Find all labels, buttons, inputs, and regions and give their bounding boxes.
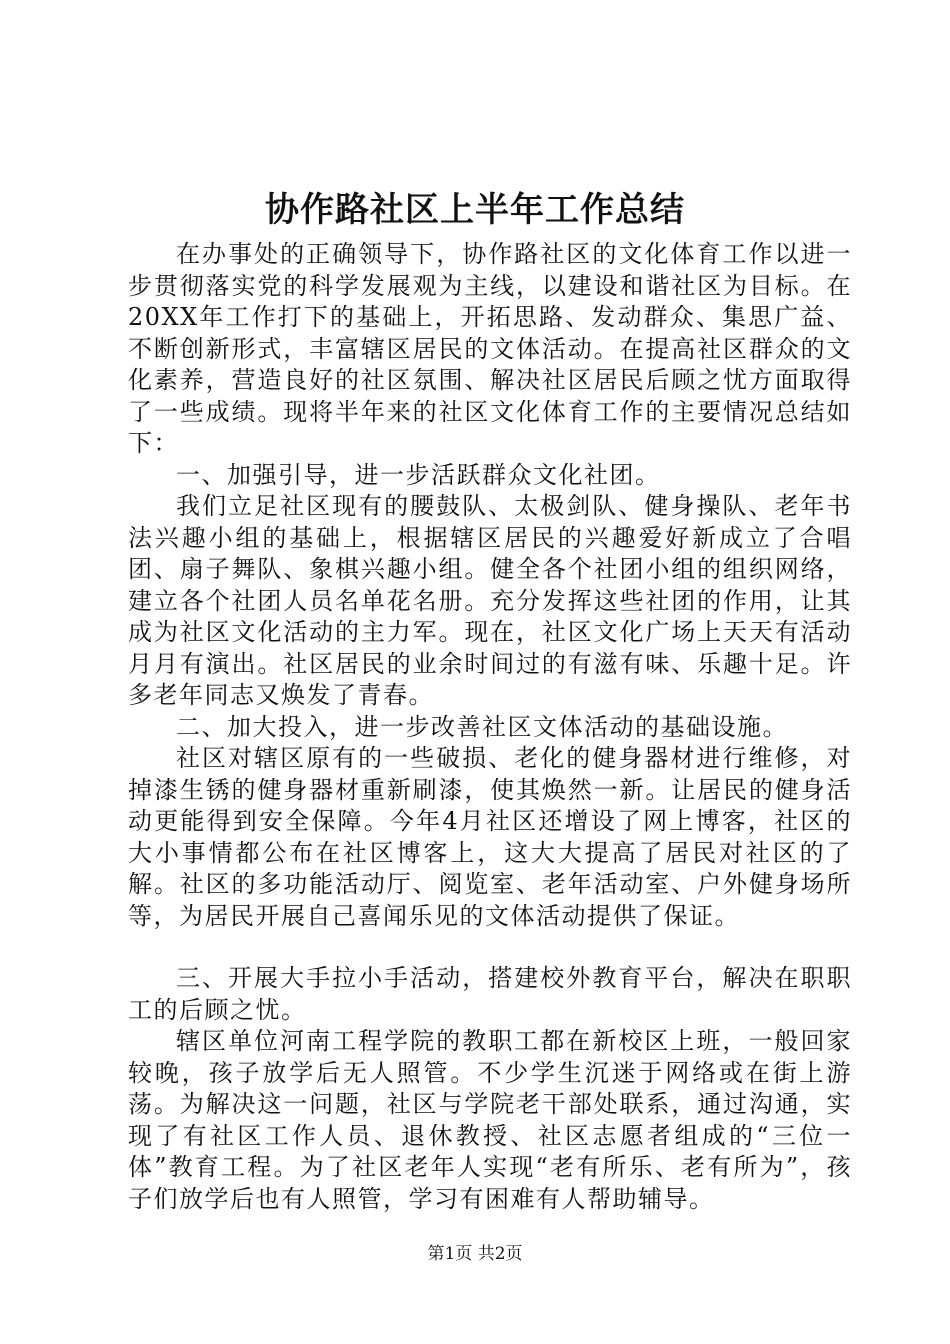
section-1-paragraph: 我们立足社区现有的腰鼓队、太极剑队、健身操队、老年书法兴趣小组的基础上，根据辖区居民的兴趣爱好新成立了合唱团、扇子舞队、象棋兴趣小组。健全各个社团小组的组织网络，建立各个社团人员名单花名册。充分发挥这些社团的作用，让其成为社区文化活动的主力军。现在，社区文化广场上天天有活动月月有演出。社区居民的业余时间过的有滋有味、乐趣十足。许多老年同志又焕发了青春。: [128, 492, 852, 709]
section-heading-3: 三、开展大手拉小手活动，搭建校外教育平台，解决在职职工的后顾之忧。: [128, 964, 852, 1024]
section-heading-1: 一、加强引导，进一步活跃群众文化社团。: [176, 460, 661, 489]
section-3-paragraph: 辖区单位河南工程学院的教职工都在新校区上班，一般回家较晚，孩子放学后无人照管。不少学生沉迷于网络或在街上游荡。为解决这一问题，社区与学院老干部处联系，通过沟通，实现了有社区工作人员、退休教授、社区志愿者组成的“三位一体”教育工程。为了社区老年人实现“老有所乐、老有所为”，孩子们放学后也有人照管，学习有困难有人帮助辅导。: [128, 1027, 852, 1213]
page-number-footer: 第1页 共2页: [427, 1244, 523, 1264]
section-heading-2: 二、加大投入，进一步改善社区文体活动的基础设施。: [176, 712, 788, 741]
document-body: [128, 239, 852, 1215]
section-2-paragraph: 社区对辖区原有的一些破损、老化的健身器材进行维修，对掉漆生锈的健身器材重新刷漆，使其焕然一新。让居民的健身活动更能得到安全保障。今年4月社区还增设了网上博客，社区的大小事情都公布在社区博客上，这大大提高了居民对社区的了解。社区的多功能活动厅、阅览室、老年活动室、户外健身场所等，为居民开展自己喜闻乐见的文体活动提供了保证。: [128, 744, 852, 930]
document-title: 协作路社区上半年工作总结: [265, 190, 685, 230]
intro-paragraph: 在办事处的正确领导下，协作路社区的文化体育工作以进一步贯彻落实党的科学发展观为主线，以建设和谐社区为目标。在20XX年工作打下的基础上，开拓思路、发动群众、集思广益、不断创新形式，丰富辖区居民的文体活动。在提高社区群众的文化素养，营造良好的社区氛围、解决社区居民后顾之忧方面取得了一些成绩。现将半年来的社区文化体育工作的主要情况总结如下：: [128, 240, 852, 457]
